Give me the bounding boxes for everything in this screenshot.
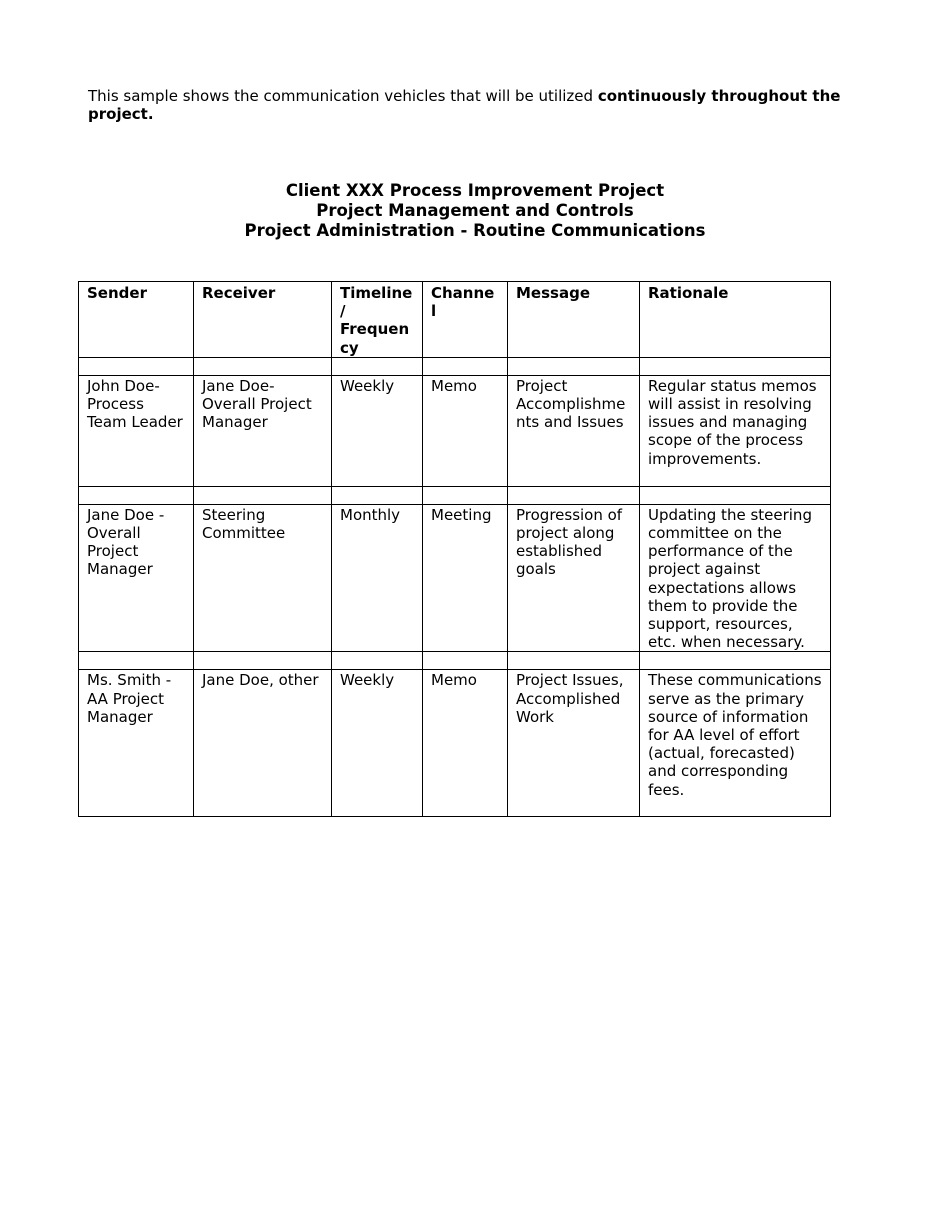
header-sender: Sender [79,282,194,358]
communications-table [78,281,831,817]
intro-paragraph [88,87,858,123]
cell-receiver: Steering Committee [194,504,332,652]
cell-rationale: These communications serve as the primary source of information for AA level of effort (actual, forecasted) and corresponding fees. [640,670,831,817]
cell-receiver: Jane Doe- Overall Project Manager [194,375,332,486]
cell-receiver: Jane Doe, other [194,670,332,817]
cell-timeline: Weekly [332,670,423,817]
table-header-row [79,282,831,358]
spacer-row [79,652,831,670]
table-row [79,375,831,486]
title-line-3: Project Administration - Routine Communications [244,221,706,240]
cell-rationale: Updating the steering committee on the performance of the project against expectations allows them to provide the support, resources, etc. when necessary. [640,504,831,652]
intro-text: This sample shows the communication vehicles that will be utilized [88,87,598,105]
cell-rationale: Regular status memos will assist in resolving issues and managing scope of the process improvements. [640,375,831,486]
cell-message: Progression of project along established goals [508,504,640,652]
title-line-2: Project Management and Controls [316,201,634,220]
document-title [0,181,950,241]
header-receiver: Receiver [194,282,332,358]
cell-message: Project Issues, Accomplished Work [508,670,640,817]
cell-sender: Ms. Smith - AA Project Manager [79,670,194,817]
intro-bold-text: continuously throughout the project. [88,87,841,123]
header-timeline: Timeline/ Frequency [332,282,423,358]
title-line-1: Client XXX Process Improvement Project [285,181,665,200]
cell-channel: Meeting [423,504,508,652]
table-row [79,504,831,652]
table-row [79,670,831,817]
cell-sender: Jane Doe - Overall Project Manager [79,504,194,652]
header-rationale: Rationale [640,282,831,358]
spacer-row [79,486,831,504]
cell-timeline: Monthly [332,504,423,652]
header-channel: Channel [423,282,508,358]
cell-message: Project Accomplishments and Issues [508,375,640,486]
header-message: Message [508,282,640,358]
spacer-row [79,357,831,375]
cell-channel: Memo [423,670,508,817]
cell-sender: John Doe- Process Team Leader [79,375,194,486]
cell-channel: Memo [423,375,508,486]
cell-timeline: Weekly [332,375,423,486]
